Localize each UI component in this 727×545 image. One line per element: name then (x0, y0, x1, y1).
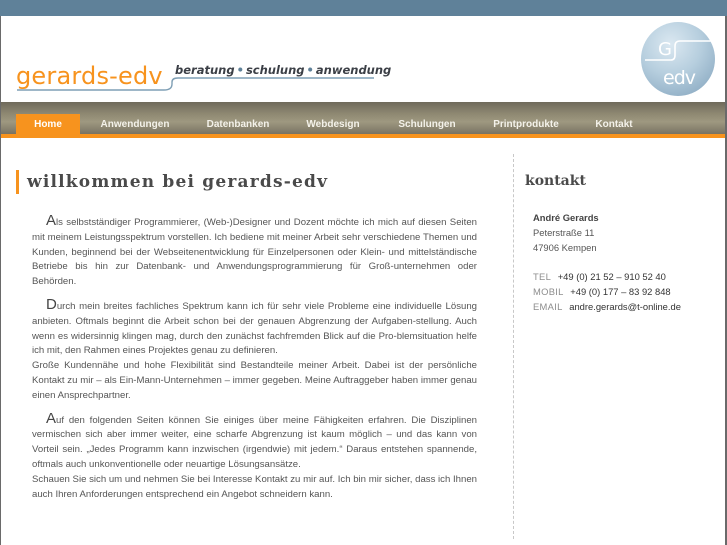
tagline-separator: • (306, 63, 314, 77)
dropcap: A (46, 212, 57, 229)
contact-name: André Gerards (533, 212, 599, 223)
contact-label: EMAIL (533, 301, 563, 312)
nav-item-datenbanken[interactable]: Datenbanken (206, 119, 270, 130)
main-area (0, 138, 727, 545)
nav-item-kontakt[interactable]: Kontakt (595, 119, 633, 130)
paragraph-text: urch mein breites fachliches Spektrum kann ich für sehr viele Probleme eine individuelle Lösung anbieten. Oftmals beginnt die Arbeit schon bei der genauen Abgrenzung der Aufgaben-stellung. Auch wenn es widersinnig klingen mag, durch den zunächst fachfremden Blick auf die Pro-blemsituation helfe ich mit, den Rahmen eines Projektes genau zu definieren. (32, 300, 477, 357)
paragraph (32, 409, 477, 503)
tagline-word: anwendung (315, 63, 392, 77)
nav-item-home[interactable]: Home (16, 114, 80, 136)
paragraph-text: Große Kundennähe und hohe Flexibilität sind Bestandteile meiner Arbeit. Dabei ist der persönliche Kontakt zu mir – als Ein-Mann-Unternehmen – immer gegeben. Meine Auftraggeber haben immer genau einen Ansprechpartner. (32, 360, 477, 401)
paragraph-text: uf den folgenden Seiten können Sie einiges über meine Fähigkeiten erfahren. Die Disziplinen vermischen sich aber immer weiter, eine scharfe Abgrenzung ist kaum möglich – und das kann von Vorteil sein. „Jedes Programm kann inzwischen (irgendwie) mit jedem.“ Daraus entstehen spannende, oftmals auch unkonventionelle oder neuartige Lösungsansätze. (32, 414, 477, 470)
logo-tagline (175, 63, 391, 77)
top-bar (0, 0, 727, 16)
tagline-word: schulung (245, 63, 305, 77)
nav-item-anwendungen[interactable]: Anwendungen (100, 119, 170, 130)
contact-email (533, 299, 715, 314)
contact-phone (533, 269, 715, 284)
contact-street: Peterstraße 11 (533, 227, 595, 238)
column-divider (513, 154, 514, 539)
badge-letter: G (658, 39, 672, 60)
badge-text: edv (663, 67, 695, 89)
paragraph-text: ls selbstständiger Programmierer, (Web-)Designer und Dozent möchte ich mich auf diesen Seiten mit meinem Leistungsspektrum vorstellen. Ich bediene mit meiner Arbeit sehr verschiedene Themen und Kunden, beginnend bei der Webseitenentwicklung für Einzelpersonen oder Klein- und mittelständische Betriebe bis hin zur Datenbank- und Anwendungsprogrammierung für Groß-unternehmen oder Behörden. (32, 217, 477, 288)
site-logo[interactable] (14, 58, 392, 98)
contact-label: MOBIL (533, 286, 564, 297)
paragraph (32, 214, 477, 290)
badge-monogram-icon (641, 22, 715, 96)
nav-item-printprodukte[interactable]: Printprodukte (493, 119, 559, 130)
dropcap: D (46, 295, 57, 313)
contact-card (525, 210, 715, 314)
contact-label: TEL (533, 271, 552, 282)
main-navigation (1, 102, 725, 138)
sidebar-title: kontakt (525, 173, 586, 189)
page-title-block (16, 170, 328, 194)
phone-number: +49 (0) 21 52 – 910 52 40 (557, 271, 666, 282)
contact-sidebar (525, 172, 715, 314)
page-title: willkommen bei gerards-edv (27, 172, 329, 192)
dropcap: A (46, 409, 57, 427)
contact-mobile (533, 284, 715, 299)
tagline-separator: • (236, 63, 244, 77)
paragraph (32, 295, 477, 404)
mobile-number: +49 (0) 177 – 83 92 848 (570, 286, 671, 297)
contact-city: 47906 Kempen (533, 242, 597, 253)
intro-content (32, 214, 477, 510)
nav-item-schulungen[interactable]: Schulungen (398, 119, 456, 130)
tagline-word: beratung (175, 63, 235, 77)
paragraph-text: Schauen Sie sich um und nehmen Sie bei Interesse Kontakt zu mir auf. Ich bin mir sicher, dass ich Ihnen auch Ihren Anforderungen entsprechend ein Angebot schneidern kann. (32, 473, 477, 500)
nav-item-webdesign[interactable]: Webdesign (306, 119, 360, 130)
email-link[interactable]: andre.gerards@t-online.de (569, 301, 681, 312)
logo-wordmark: gerards-edv (16, 62, 163, 90)
ge-badge-logo (641, 22, 715, 96)
